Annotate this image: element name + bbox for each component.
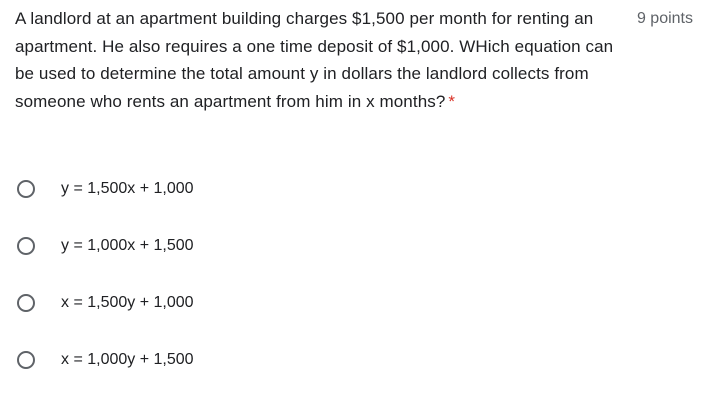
- radio-button-icon[interactable]: [17, 351, 35, 369]
- option-2[interactable]: [17, 232, 194, 260]
- points-label: 9 points: [636, 10, 693, 27]
- option-label: x = 1,500y + 1,000: [61, 294, 194, 311]
- option-1[interactable]: [17, 175, 194, 203]
- radio-button-icon[interactable]: [17, 294, 35, 312]
- option-label: x = 1,000y + 1,500: [61, 351, 194, 368]
- radio-button-icon[interactable]: [17, 180, 35, 198]
- option-label: y = 1,000x + 1,500: [61, 237, 194, 254]
- question-title: [15, 5, 625, 115]
- radio-button-icon[interactable]: [17, 237, 35, 255]
- option-label: y = 1,500x + 1,000: [61, 180, 194, 197]
- question-text: A landlord at an apartment building charges $1,500 per month for renting an apartment. He also requires a one time deposit of $1,000. WHich equation can be used to determine the total amount y in dollars the landlord collects from someone who rents an apartment from him in x months?: [15, 9, 614, 111]
- required-asterisk: *: [448, 91, 456, 111]
- option-3[interactable]: [17, 289, 194, 317]
- option-4[interactable]: [17, 346, 194, 374]
